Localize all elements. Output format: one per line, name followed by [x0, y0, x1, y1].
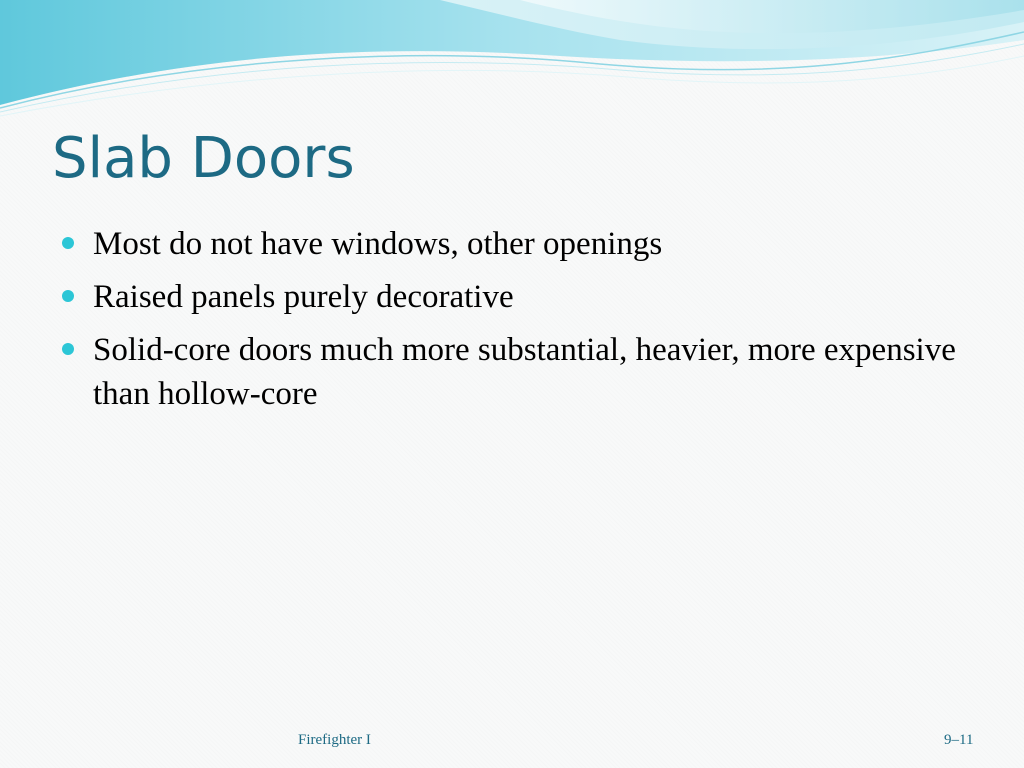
bullet-item — [62, 328, 982, 416]
slide-title: Slab Doors — [52, 126, 355, 191]
page-number: 9–11 — [944, 732, 974, 748]
bullet-text: Solid-core doors much more substantial, heavier, more expensive than hollow-core — [93, 332, 956, 412]
bullet-dot-icon — [62, 343, 74, 355]
header-wave-decoration — [0, 0, 1024, 120]
bullet-text: Raised panels purely decorative — [93, 279, 514, 315]
bullet-list — [62, 222, 982, 425]
bullet-item — [62, 275, 982, 319]
bullet-text: Most do not have windows, other openings — [93, 226, 663, 262]
bullet-item — [62, 222, 982, 266]
footer-text: Firefighter I — [298, 732, 371, 748]
bullet-dot-icon — [62, 290, 74, 302]
bullet-dot-icon — [62, 237, 74, 249]
